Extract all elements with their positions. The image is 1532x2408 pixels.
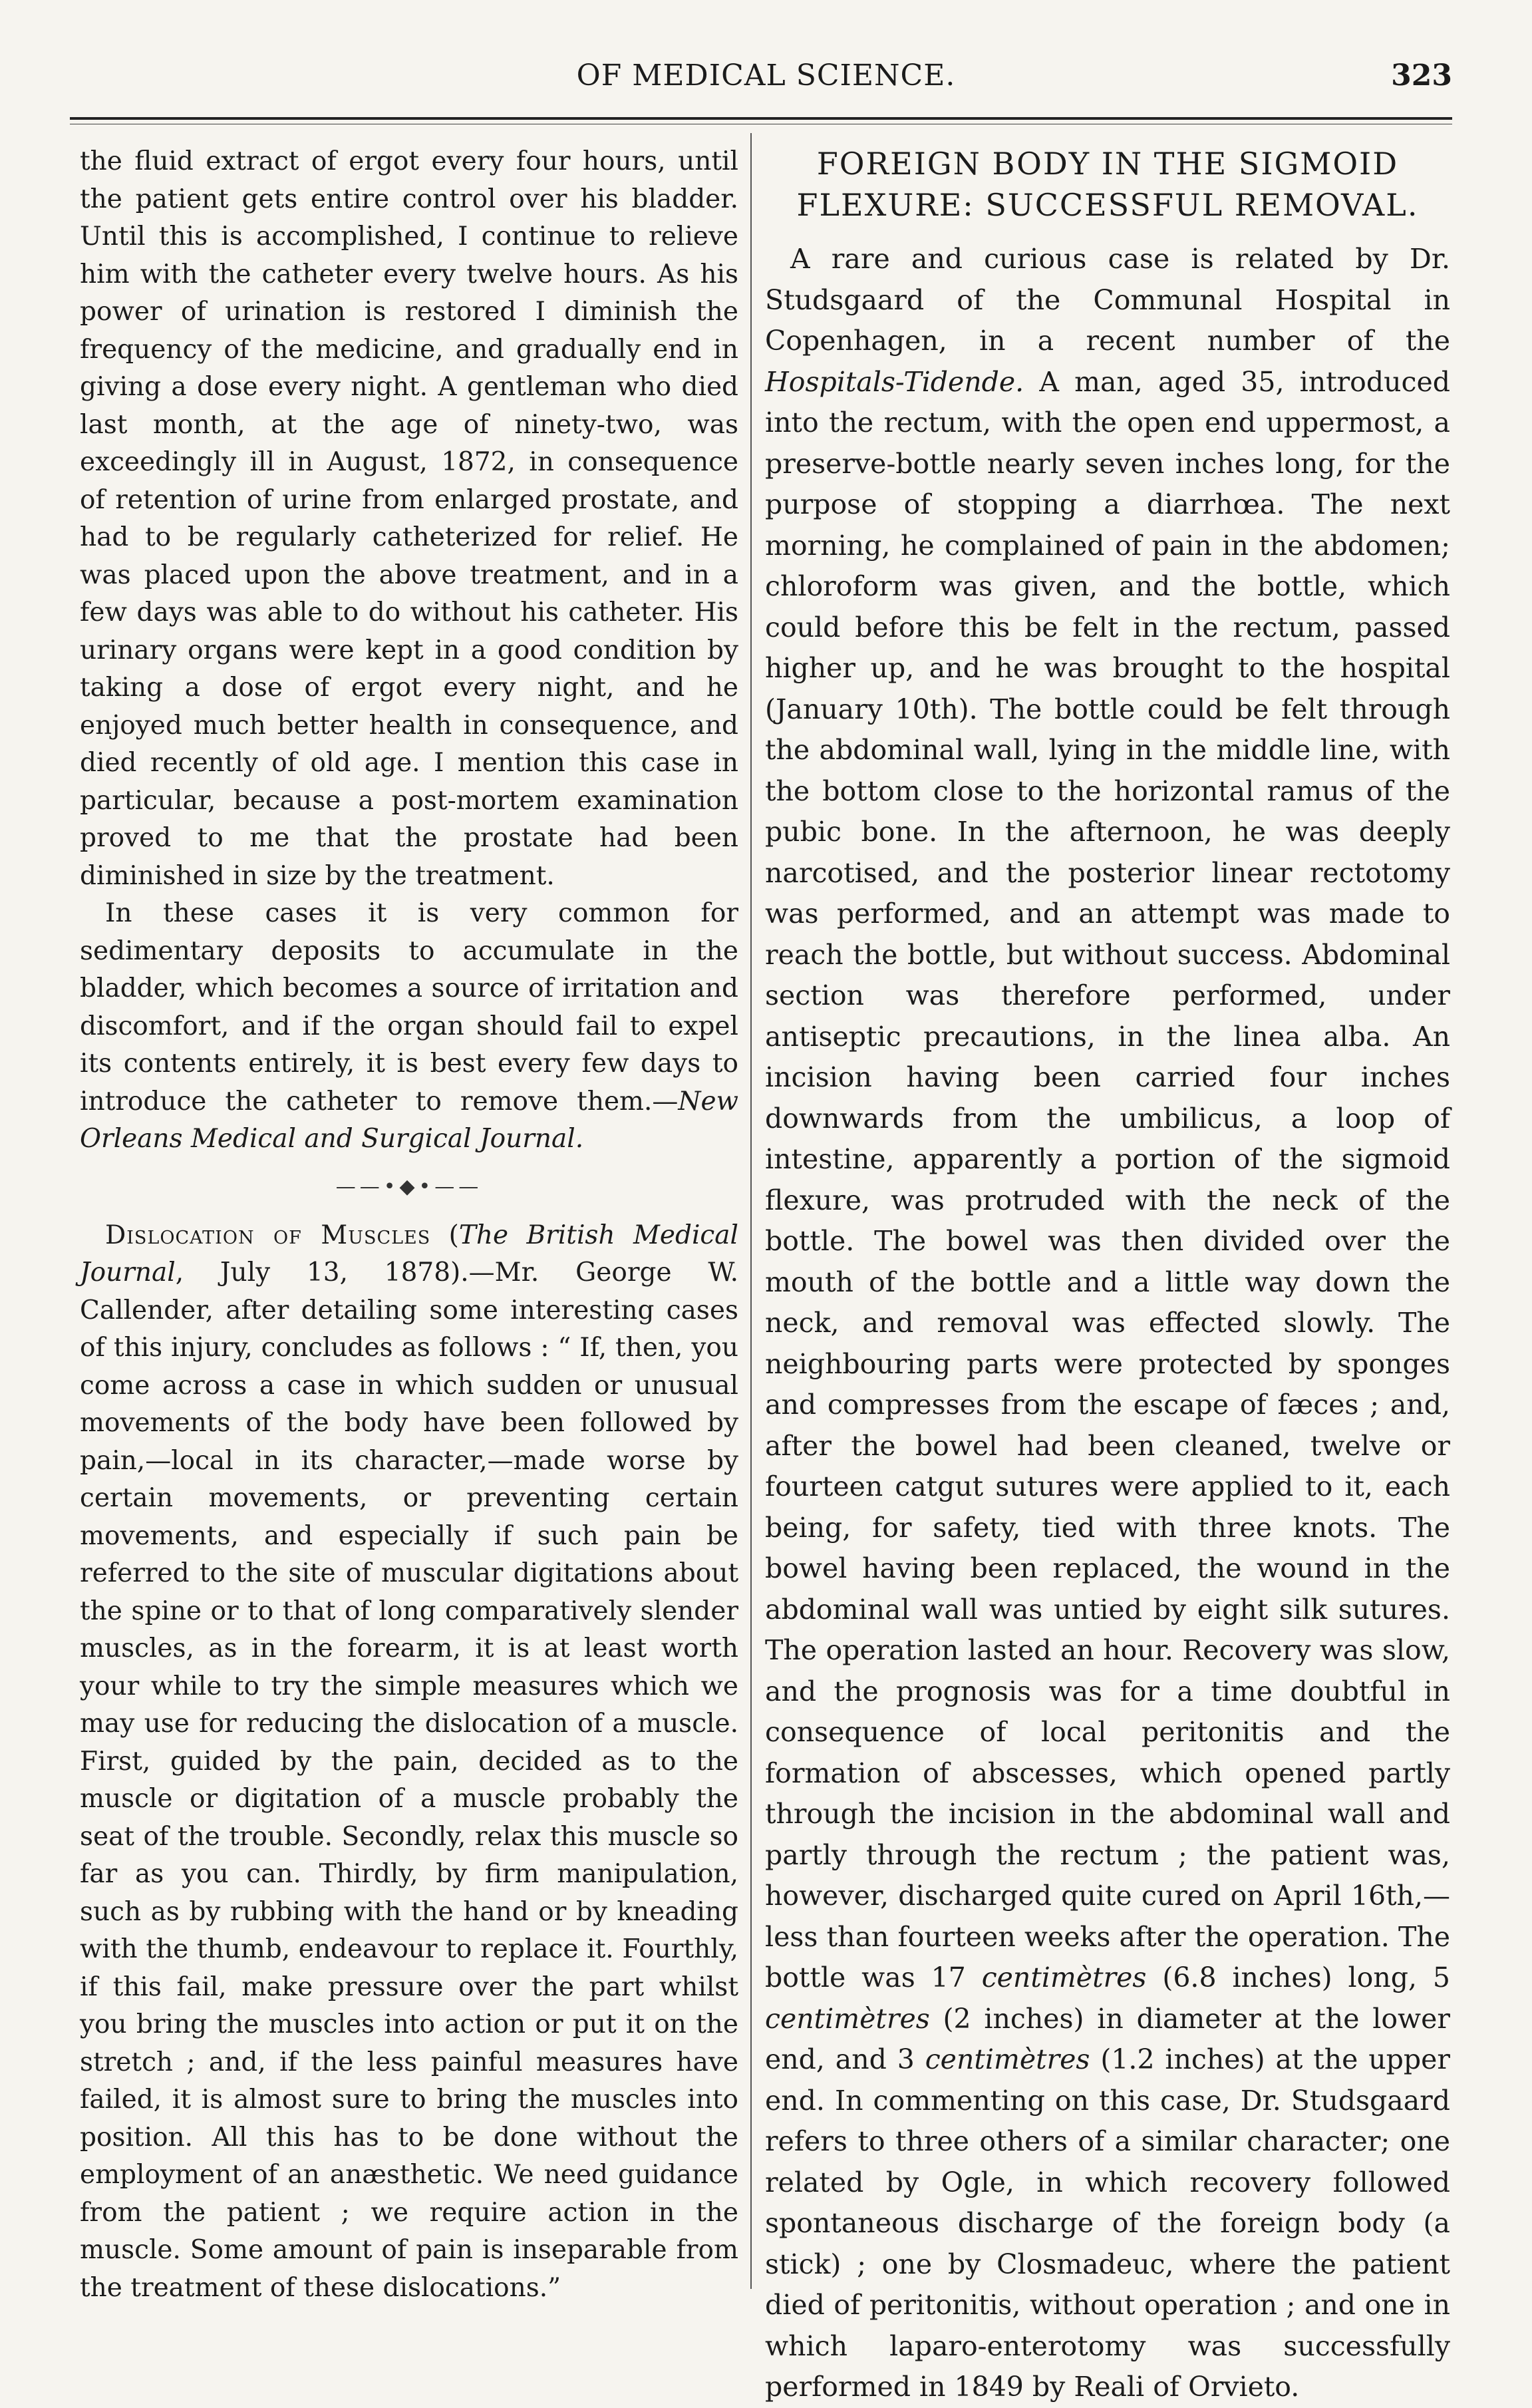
dislocation-body: , July 13, 1878).—Mr. George W. Callender, after detailing some interesting cases of this injury, concludes as follows : “ If, then, you come across a case in which sudden or unusual movements of the body have been followed by pain,—local in its character,—made worse by certain movements, or preventing certain movements, and especially if such pain be referred to the site of muscular digitations about the spine or to that of long comparatively slender muscles, as in the forearm, it is at least worth your while to try the simple measures which we may use for reducing the dislocation of a muscle. First, guided by the pain, decided as to the muscle or digitation of a muscle probably the seat of the trouble. Secondly, relax this muscle so far as you can. Thirdly, by firm manipulation, such as by rubbing with the hand or by kneading with the thumb, endeavour to replace it. Fourthly, if this fail, make pressure over the part whilst you bring the muscles into action or put it on the stretch ; and, if the less painful measures have failed, it is almost sure to bring the muscles into position. All this has to be done without the employment of an anæsthetic. We need guidance from the patient ; we require action in the muscle. Some amount of pain is inseparable from the treatment of these dislocations.” [80, 1258, 738, 2303]
fb-journal: Hospitals-Tidende. [765, 365, 1024, 398]
fb-unit-1: centimètres [981, 1962, 1147, 1993]
right-column [765, 143, 1450, 2403]
foreign-body-paragraph [765, 239, 1450, 2408]
dislocation-paragraph: Dislocation of Muscles (The British Medical Journal, July 13, 1878).—Mr. George W. Callender, after detailing some interesting cases of this injury, concludes as follows : “ If, then, you come across a case in which sudden or unusual movements of the body have been followed by pain,—local in its character,—made worse by certain movements, or preventing certain movements, and especially if such pain be referred to the site of muscular digitations about the spine or to that of long comparatively slender muscles, as in the forearm, it is at least worth your while to try the simple measures which we may use for reducing the dislocation of a muscle. First, guided by the pain, decided as to the muscle or digitation of a muscle probably the seat of the trouble. Secondly, relax this muscle so far as you can. Thirdly, by firm manipulation, such as by rubbing with the hand or by kneading with the thumb, endeavour to replace it. Fourthly, if this fail, make pressure over the part whilst you bring the muscles into action or put it on the stretch ; and, if the less painful measures have failed, it is almost sure to bring the muscles into position. All this has to be done without the employment of an anæsthetic. We need guidance from the patient ; we require action in the muscle. Some amount of pain is inseparable from the treatment of these dislocations.” [80, 1220, 738, 2303]
sediment-text: In these cases it is very common for sedimentary deposits to accumulate in the bladder, which becomes a source of irritation and discomfort, and if the organ should fail to expel its contents entirely, it is best every few days to introduce the catheter to remove them.— [80, 898, 738, 1117]
article-heading-line2: FLEXURE: SUCCESSFUL REMOVAL. [796, 187, 1419, 223]
fb-text-5: (1.2 inches) at the upper end. In commenting on this case, Dr. Studsgaard refers to three others of a similar character; one related by Ogle, in which recovery followed spontaneous discharge of the foreign body (a stick) ; one by Closmadeuc, where the patient died of peritonitis, without operation ; and one in which laparo-enterotomy was successfully performed in 1849 by Reali of Orvieto. [765, 2043, 1450, 2403]
bmj-citation: The British Medical Journal [80, 1220, 738, 1288]
fb-text-1: A rare and curious case is related by Dr. Studsgaard of the Communal Hospital in Copenhagen, in a recent number of the [765, 243, 1450, 357]
left-column [80, 143, 738, 2303]
page-number: 323 [1391, 59, 1452, 92]
running-head [0, 59, 1532, 98]
article-heading [765, 143, 1450, 226]
source-citation: New Orleans Medical and Surgical Journal. [80, 1086, 738, 1154]
header-rule [70, 117, 1452, 120]
section-separator: ——•◆•—— [335, 1174, 483, 1198]
fb-text-2: A man, aged 35, introduced into the rectum, with the open end uppermost, a preserve-bottle nearly seven inches long, for the purpose of stopping a diarrhœa. The next morning, he complained of pain in the abdomen; chloroform was given, and the bottle, which could before this be felt in the rectum, passed higher up, and he was brought to the hospital (January 10th). The bottle could be felt through the abdominal wall, lying in the middle line, with the bottom close to the horizontal ramus of the pubic bone. In the afternoon, he was deeply narcotised, and the posterior linear rectotomy was performed, and an attempt was made to reach the bottle, but without success. Abdominal section was therefore performed, under antiseptic precautions, in the linea alba. An incision having been carried four inches downwards from the umbilicus, a loop of intestine, apparently a portion of the sigmoid flexure, was protruded with the neck of the bottle. The bowel was then divided over the mouth of the bottle and a little way down the neck, and removal was effected slowly. The neighbouring parts were protected by sponges and compresses from the escape of fæces ; and, after the bowel had been cleaned, twelve or fourteen catgut sutures were applied to it, each being, for safety, tied with three knots. The bowel having been replaced, the wound in the abdominal wall was untied by eight silk sutures. The operation lasted an hour. Recovery was slow, and the prognosis was for a time doubtful in consequence of local peritonitis and the formation of abscesses, which opened partly through the incision in the abdominal wall and partly through the rectum ; the patient was, however, discharged quite cured on April 16th,—less than fourteen weeks after the operation. The bottle was 17 [765, 365, 1450, 1993]
dislocation-title: Dislocation of Muscles [105, 1220, 431, 1250]
fb-unit-2: centimètres [765, 2002, 930, 2035]
sediment-paragraph [80, 895, 738, 1158]
fb-unit-3: centimètres [925, 2043, 1090, 2075]
ergot-paragraph: the fluid extract of ergot every four hours, until the patient gets entire control over his bladder. Until this is accomplished, I continue to relieve him with the catheter every twelve hours. As his power of urination is restored I diminish the frequency of the medicine, and gradually end in giving a dose every night. A gentleman who died last month, at the age of ninety-two, was exceedingly ill in August, 1872, in consequence of retention of urine from enlarged prostate, and had to be regularly catheterized for relief. He was placed upon the above treatment, and in a few days was able to do without his catheter. His urinary organs were kept in a good condition by taking a dose of ergot every night, and he enjoyed much better health in consequence, and died recently of old age. I mention this case in particular, because a post-mortem examination proved to me that the prostate had been diminished in size by the treatment. [80, 146, 738, 891]
fb-text-4: (2 inches) in diameter at the lower end, and 3 [765, 2002, 1450, 2075]
fb-text-3: (6.8 inches) long, 5 [1146, 1962, 1450, 1993]
column-divider [750, 133, 752, 2289]
running-title: OF MEDICAL SCIENCE. [576, 59, 956, 92]
article-heading-line1: FOREIGN BODY IN THE SIGMOID [816, 146, 1399, 182]
